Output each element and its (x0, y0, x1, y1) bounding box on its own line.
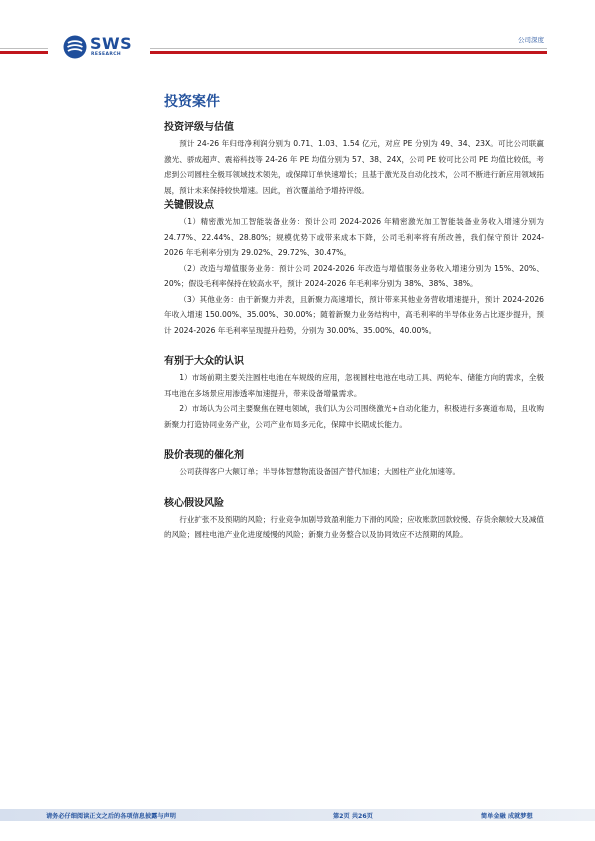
page-number: 第2页 共26页 (333, 813, 373, 820)
report-body (164, 92, 544, 543)
sws-logo (63, 35, 143, 61)
report-type-tag: 公司深度 (518, 36, 544, 44)
sws-logo-icon (63, 35, 87, 59)
section-catalysts (164, 448, 544, 480)
logo-subtext: RESEARCH (91, 52, 122, 57)
section-differentiated-view (164, 354, 544, 432)
section-paragraph: 预计 24-26 年归母净利润分别为 0.71、1.03、1.54 亿元，对应 PE 分别为 49、34、23X。可比公司联赢激光、骄成超声、震裕科技等 24-26 年 PE 均值分别为 57、38、24X，公司 PE 较可比公司 PE 均值比较低，考虑到公司圆柱全极耳领域技术领先，或保障订单快速增长；且基于激光及自动化技术，公司不断进行新应用领域拓展，预计未来保持较快增速。因此，首次覆盖给予增持评级。 (164, 139, 544, 195)
section-title: 有别于大众的认识 (164, 356, 244, 367)
section-title: 核心假设风险 (164, 497, 224, 509)
section-paragraph: 2）市场认为公司主要聚焦在锂电领域，我们认为公司围绕激光+自动化能力，积极进行多赛道布局，且收购新聚力打造协同业务产业，公司产业布局多元化，保障中长期成长能力。 (164, 404, 544, 429)
section-paragraph: 1）市场前期主要关注圆柱电池在车规级的应用，忽视圆柱电池在电动工具、两轮车、储能方向的需求，全极耳电池在多场景应用渗透率加速提升，带来设备增量需求。 (164, 373, 544, 398)
section-title: 股价表现的催化剂 (164, 450, 244, 461)
header-divider-red (0, 51, 48, 54)
section-title: 关键假设点 (164, 200, 214, 211)
section-risks (164, 496, 544, 543)
section-paragraph: （3）其他业务：由于新聚力并表，且新聚力高速增长，预计带来其他业务营收增速提升，预计 2024-2026 年收入增速 150.00%、35.00%、30.00%；随着新聚力业务结构中，高毛利率的半导体业务占比逐步提升，预计 2024-2026 年毛利率呈现提升趋势，分别为 30.00%、35.00%、40.00%。 (164, 294, 544, 335)
page-title: 投资案件 (164, 94, 220, 110)
footer-slogan: 简单金融 成就梦想 (481, 813, 533, 820)
section-valuation (164, 120, 544, 198)
section-title: 投资评级与估值 (164, 122, 234, 133)
section-paragraph: 行业扩张不及预期的风险；行业竞争加剧导致盈利能力下滑的风险；应收账款回款较慢、存货余额较大及减值的风险；圆柱电池产业化进度缓慢的风险；新聚力业务整合以及协同效应不达预期的风险。 (164, 514, 544, 539)
logo-text: SWS (90, 34, 133, 53)
header-divider-gray-right (150, 48, 547, 49)
header-divider-red-right (150, 51, 547, 54)
page-footer (0, 803, 595, 841)
section-paragraph: （2）改造与增值服务业务：预计公司 2024-2026 年改造与增值服务业务收入增速分别为 15%、20%、20%；假设毛利率保持在较高水平，预计 2024-2026 年毛利率分别为 38%、38%、38%。 (164, 263, 544, 288)
section-key-assumptions (164, 198, 544, 338)
section-paragraph: 公司获得客户大额订单；半导体智慧物流设备国产替代加速；大圆柱产业化加速等。 (179, 467, 461, 476)
section-paragraph: （1）精密激光加工智能装备业务：预计公司 2024-2026 年精密激光加工智能装备业务收入增速分别为 24.77%、22.44%、28.80%；规模优势下或带来成本下降，公司毛利率将有所改善，我们保守预计 2024-2026 年毛利率分别为 29.02%、29.72%、30.47%。 (164, 217, 544, 257)
page-header (0, 0, 595, 70)
header-divider-gray (0, 48, 48, 49)
footer-disclaimer: 请务必仔细阅读正文之后的各项信息披露与声明 (46, 813, 176, 820)
